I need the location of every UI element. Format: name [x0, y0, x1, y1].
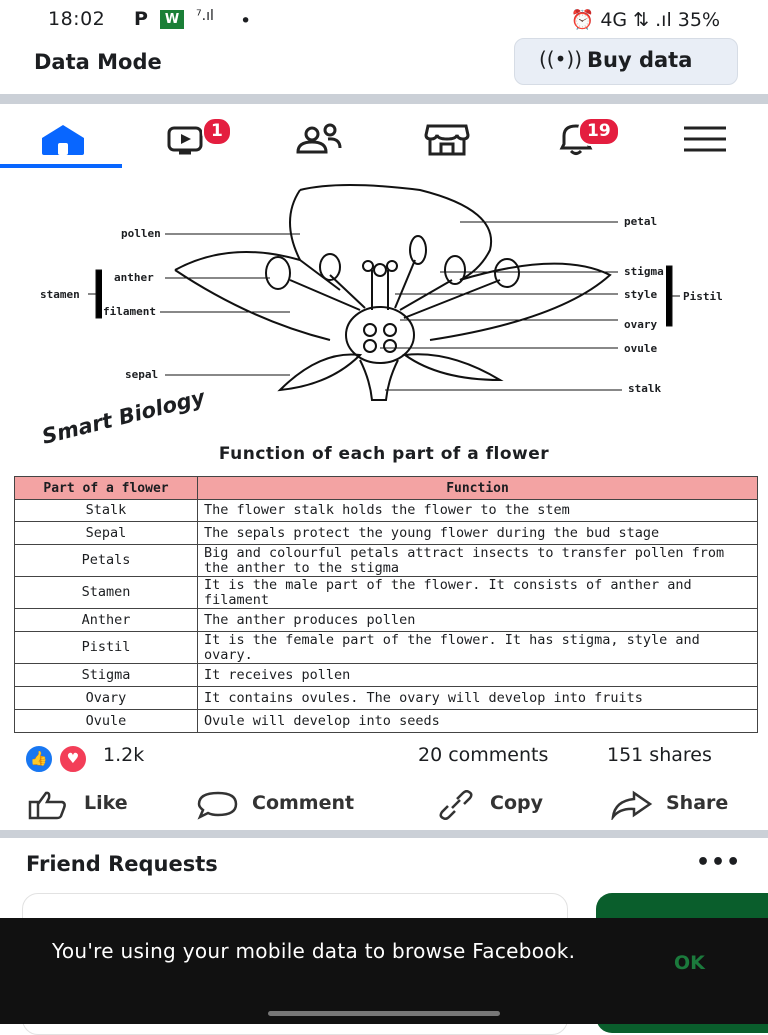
mobile-data-snackbar — [0, 918, 768, 1024]
home-indicator[interactable] — [268, 1011, 500, 1016]
comment-icon — [196, 790, 240, 820]
love-reaction-icon: ♥ — [58, 744, 88, 774]
label-petal: petal — [624, 215, 658, 228]
status-dot-icon: • — [240, 10, 252, 32]
comments-count[interactable]: 20 comments — [418, 744, 549, 766]
label-pollen: pollen — [121, 227, 161, 240]
table-row — [15, 577, 758, 609]
thumbs-up-icon — [28, 790, 72, 820]
status-time: 18:02 — [48, 8, 106, 30]
label-sepal: sepal — [125, 368, 159, 381]
divider — [0, 830, 768, 838]
like-reaction-icon: 👍 — [24, 744, 54, 774]
tab-friends[interactable] — [294, 122, 344, 156]
cell-function: The flower stalk holds the flower to the stem — [198, 500, 758, 522]
cell-part: Ovary — [15, 687, 198, 710]
col-header-part: Part of a flower — [15, 477, 198, 500]
divider — [0, 94, 768, 104]
label-stalk: stalk — [628, 382, 662, 395]
tab-bar — [0, 104, 768, 170]
table-row — [15, 710, 758, 733]
cell-part: Pistil — [15, 632, 198, 664]
status-right: ⏰ 4G ⇅ .ıl 35% — [570, 9, 720, 31]
comment-button[interactable] — [196, 790, 386, 820]
label-pistil: Pistil — [683, 290, 723, 303]
more-options-icon[interactable]: ••• — [696, 850, 742, 875]
post-stats — [0, 740, 768, 778]
active-tab-indicator — [0, 164, 122, 168]
notifications-badge: 19 — [578, 117, 620, 146]
table-row — [15, 687, 758, 710]
cell-function: It contains ovules. The ovary will develop into fruits — [198, 687, 758, 710]
status-p-icon: P — [134, 8, 148, 30]
cell-part: Anther — [15, 609, 198, 632]
reaction-count[interactable]: 1.2k — [103, 744, 145, 766]
comment-label: Comment — [252, 792, 355, 814]
cell-function: The anther produces pollen — [198, 609, 758, 632]
cell-part: Stalk — [15, 500, 198, 522]
friend-requests-title: Friend Requests — [26, 852, 218, 876]
cell-part: Ovule — [15, 710, 198, 733]
table-row — [15, 609, 758, 632]
share-label: Share — [666, 792, 729, 814]
post-image[interactable] — [0, 170, 768, 740]
parts-table — [14, 476, 758, 733]
broadcast-icon: ((•)) — [539, 47, 583, 71]
data-mode-title: Data Mode — [34, 50, 162, 74]
label-ovary: ovary — [624, 318, 658, 331]
cell-part: Stigma — [15, 664, 198, 687]
data-mode-bar — [0, 38, 768, 94]
cell-function: The sepals protect the young flower during the bud stage — [198, 522, 758, 545]
buy-data-label: Buy data — [587, 48, 693, 72]
tab-home[interactable] — [38, 122, 88, 156]
copy-button[interactable] — [434, 790, 564, 820]
table-row — [15, 500, 758, 522]
cell-function: Ovule will develop into seeds — [198, 710, 758, 733]
table-row — [15, 664, 758, 687]
like-button[interactable] — [28, 790, 148, 820]
col-header-function: Function — [198, 477, 758, 500]
label-anther: anther — [114, 271, 154, 284]
snackbar-message: You're using your mobile data to browse Facebook. — [52, 939, 576, 963]
cell-function: It is the female part of the flower. It has stigma, style and ovary. — [198, 632, 758, 664]
cell-part: Petals — [15, 545, 198, 577]
cell-function: It is the male part of the flower. It consists of anther and filament — [198, 577, 758, 609]
wifi-signal-icon: ⁷.ıl — [196, 8, 214, 24]
home-icon — [38, 122, 88, 156]
cell-function: Big and colourful petals attract insects to transfer pollen from the anther to the stigma — [198, 545, 758, 577]
friends-icon — [294, 122, 344, 156]
table-row — [15, 632, 758, 664]
snackbar-ok-button[interactable]: OK — [674, 952, 705, 974]
copy-label: Copy — [490, 792, 543, 814]
marketplace-icon — [422, 122, 472, 156]
table-row — [15, 545, 758, 577]
table-title: Function of each part of a flower — [218, 444, 550, 464]
cell-part: Sepal — [15, 522, 198, 545]
label-stigma: stigma — [624, 265, 664, 278]
status-bar — [0, 0, 768, 38]
share-button[interactable] — [610, 790, 750, 820]
like-label: Like — [84, 792, 128, 814]
label-ovule: ovule — [624, 342, 658, 355]
buy-data-button[interactable] — [514, 38, 738, 85]
tab-marketplace[interactable] — [422, 122, 472, 156]
label-filament: filament — [103, 305, 156, 318]
shares-count[interactable]: 151 shares — [607, 744, 712, 766]
hamburger-icon — [680, 122, 730, 156]
video-badge: 1 — [202, 117, 232, 146]
link-icon — [434, 790, 478, 820]
watermark: Smart Biology — [39, 385, 208, 449]
table-row — [15, 522, 758, 545]
label-stamen: stamen — [40, 288, 80, 301]
share-icon — [610, 790, 654, 820]
cell-function: It receives pollen — [198, 664, 758, 687]
cell-part: Stamen — [15, 577, 198, 609]
label-style: style — [624, 288, 658, 301]
status-w-icon: W — [160, 10, 184, 29]
tab-menu[interactable] — [680, 122, 730, 156]
